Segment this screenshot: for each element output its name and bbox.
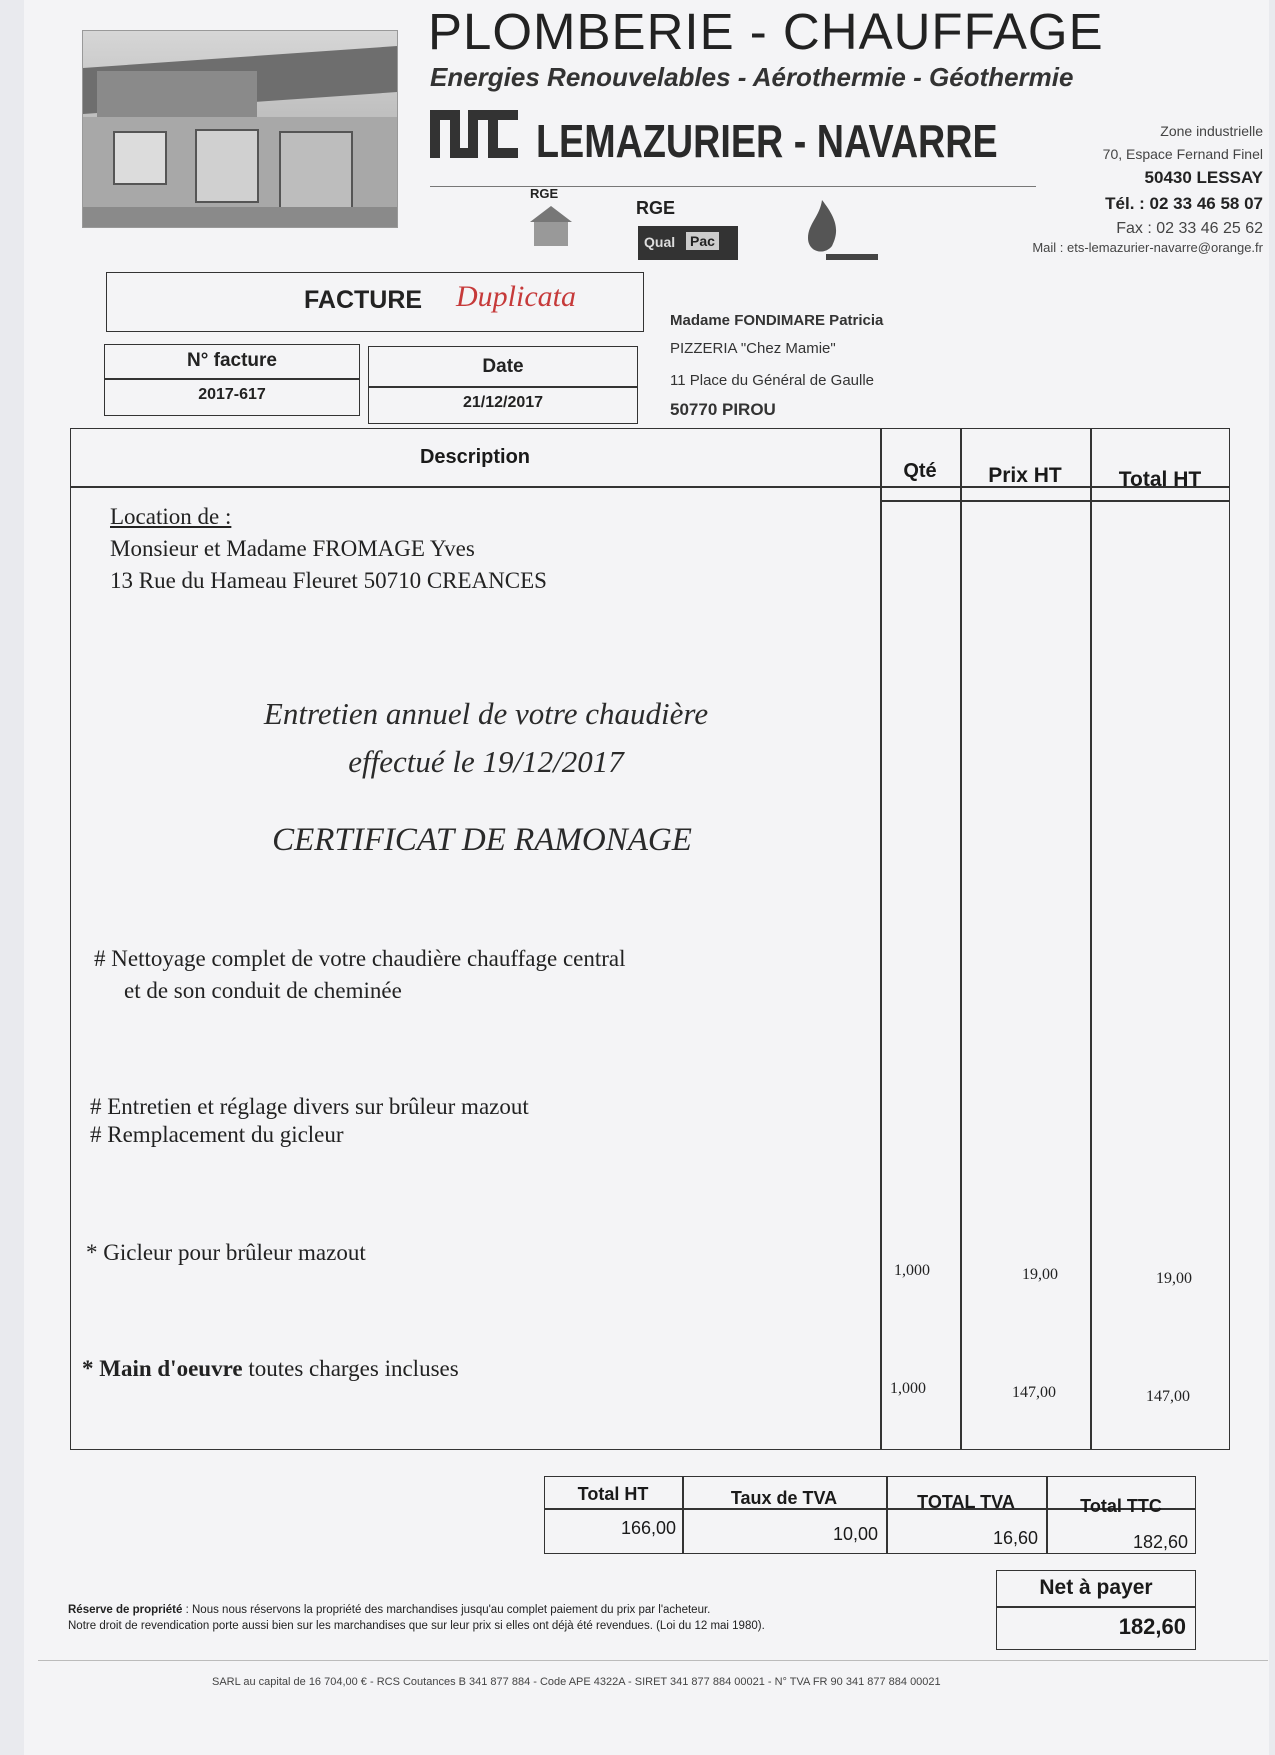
task-1: # Nettoyage complet de votre chaudière chauffage central	[94, 946, 626, 971]
totals-header-rate: Taux de TVA	[730, 1488, 838, 1508]
header-total: Total HT	[1118, 468, 1202, 491]
house-icon	[528, 204, 574, 248]
reserve-clause: Réserve de propriété : Nous nous réservons la propriété des marchandises jusqu'au complet paiement du prix par l'acheteur.	[68, 1604, 711, 1616]
client-name: Madame FONDIMARE Patricia	[670, 312, 884, 329]
total-ht-value: 166,00	[620, 1518, 676, 1538]
item-1-total: 19,00	[1156, 1270, 1192, 1287]
location-name: Monsieur et Madame FROMAGE Yves	[110, 536, 475, 561]
invoice-number-label: N° facture	[187, 350, 277, 371]
address-line-2: 70, Espace Fernand Finel	[1102, 146, 1263, 162]
client-street: 11 Place du Général de Gaulle	[670, 372, 875, 389]
net-payable-value: 182,60	[1118, 1614, 1186, 1639]
fax-number: Fax : 02 33 46 25 62	[1116, 220, 1263, 237]
intro-line-2: effectué le 19/12/2017	[348, 744, 624, 779]
task-1-continued: et de son conduit de cheminée	[124, 978, 402, 1003]
invoice-number: 2017-617	[198, 386, 266, 403]
item-2-total: 147,00	[1146, 1388, 1190, 1405]
header-qty: Qté	[903, 460, 937, 482]
flame-logo-icon	[800, 196, 880, 264]
total-tva-value: 16,60	[992, 1528, 1038, 1548]
header-description: Description	[419, 446, 531, 468]
invoice-title: FACTURE	[304, 286, 423, 314]
invoice-date-label: Date	[482, 356, 524, 377]
client-business: PIZZERIA "Chez Mamie"	[670, 340, 836, 357]
header-divider	[430, 186, 1036, 187]
qualipac-badge: RGE Qual Pac	[636, 198, 742, 262]
address-city: 50430 LESSAY	[1144, 168, 1263, 187]
reserve-clause-line-2: Notre droit de revendication porte aussi bien sur les marchandises que sur leur prix si elles ont déjà été revendues. (Loi du 12 mai 1980).	[68, 1620, 765, 1632]
location-address: 13 Rue du Hameau Fleuret 50710 CREANCES	[110, 568, 547, 593]
certificate-title: CERTIFICAT DE RAMONAGE	[272, 822, 692, 858]
invoice-date: 21/12/2017	[462, 394, 544, 411]
item-2-price: 147,00	[1012, 1384, 1056, 1401]
intro-line-1: Entretien annuel de votre chaudière	[263, 696, 709, 731]
header-title: PLOMBERIE - CHAUFFAGE	[428, 3, 1104, 60]
location-label: Location de :	[110, 504, 232, 529]
item-1-label: * Gicleur pour brûleur mazout	[86, 1240, 366, 1265]
phone-number: Tél. : 02 33 46 58 07	[1105, 194, 1263, 213]
task-2: # Entretien et réglage divers sur brûleur mazout	[90, 1094, 529, 1119]
item-2-label: * Main d'oeuvre toutes charges incluses	[82, 1356, 459, 1381]
header-price: Prix HT	[988, 464, 1062, 487]
task-3: # Remplacement du gicleur	[90, 1122, 344, 1147]
email-address: Mail : ets-lemazurier-navarre@orange.fr	[1032, 240, 1263, 255]
company-logo-icon	[428, 104, 522, 166]
item-1-price: 19,00	[1022, 1266, 1058, 1283]
net-payable-label: Net à payer	[1039, 1576, 1153, 1599]
item-2-qty: 1,000	[890, 1380, 926, 1397]
item-1-qty: 1,000	[894, 1262, 930, 1279]
tva-rate-value: 10,00	[832, 1524, 878, 1544]
company-name: LEMAZURIER - NAVARRE	[536, 115, 998, 167]
address-line-1: Zone industrielle	[1160, 123, 1263, 139]
header-subtitle: Energies Renouvelables - Aérothermie - Géothermie	[430, 62, 1074, 92]
totals-header-tva: TOTAL TVA	[917, 1492, 1015, 1512]
storefront-photo	[82, 30, 398, 228]
totals-header-ttc: Total TTC	[1080, 1496, 1162, 1516]
total-ttc-value: 182,60	[1132, 1532, 1188, 1552]
duplicata-stamp: Duplicata	[456, 280, 576, 313]
totals-header-ht: Total HT	[577, 1484, 649, 1504]
legal-footer: SARL au capital de 16 704,00 € - RCS Coutances B 341 877 884 - Code APE 4322A - SIRET 341 877 884 00021 - N° TVA FR 90 341 877 884 00021	[212, 1676, 941, 1688]
rge-badge: RGE	[528, 186, 574, 250]
client-city: 50770 PIROU	[670, 400, 776, 419]
